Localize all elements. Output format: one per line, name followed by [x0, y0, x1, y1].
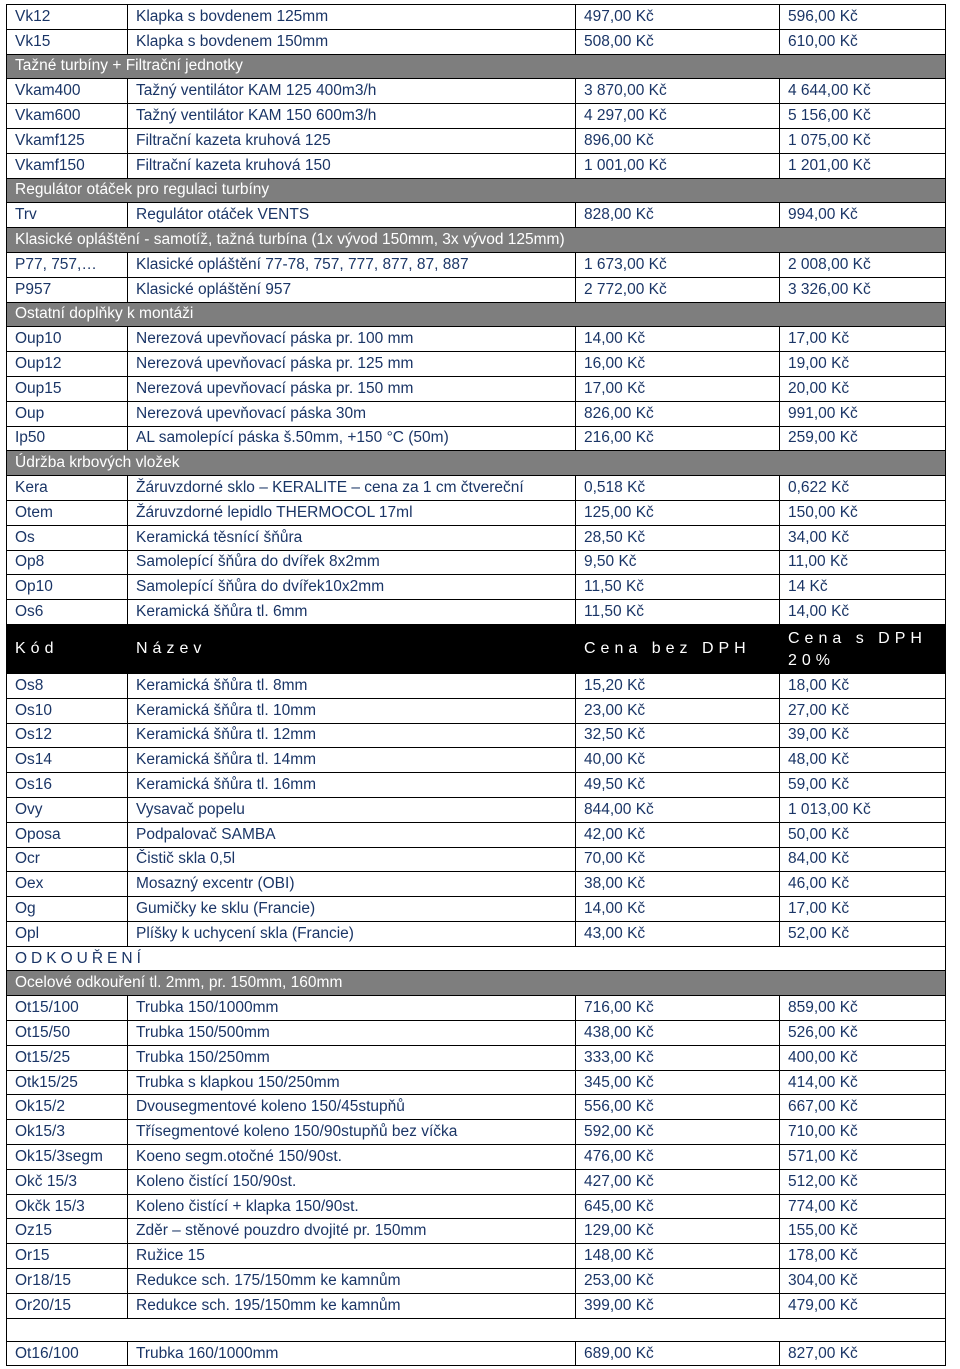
price-with-vat: 859,00 Kč [780, 996, 946, 1021]
table-row [7, 252, 946, 277]
price-with-vat: 11,00 Kč [780, 550, 946, 575]
product-code: Ocr [7, 847, 128, 872]
price-without-vat: 896,00 Kč [576, 128, 780, 153]
price-without-vat: 399,00 Kč [576, 1293, 780, 1318]
table-row [7, 277, 946, 302]
table-row [7, 128, 946, 153]
product-code: Op8 [7, 550, 128, 575]
product-code: Oup12 [7, 352, 128, 377]
empty-cell [7, 1318, 946, 1341]
product-name: Žáruvzdorné lepidlo THERMOCOL 17ml [128, 500, 576, 525]
table-row [7, 996, 946, 1021]
price-without-vat: 4 297,00 Kč [576, 104, 780, 129]
table-row [7, 550, 946, 575]
product-name: Trubka 150/1000mm [128, 996, 576, 1021]
product-name: AL samolepící páska š.50mm, +150 °C (50m) [128, 426, 576, 451]
price-with-vat: 1 075,00 Kč [780, 128, 946, 153]
price-without-vat: 11,50 Kč [576, 575, 780, 600]
price-with-vat: 774,00 Kč [780, 1194, 946, 1219]
product-name: Trubka 150/500mm [128, 1021, 576, 1046]
product-code: Or15 [7, 1244, 128, 1269]
product-code: Otk15/25 [7, 1070, 128, 1095]
price-with-vat: 17,00 Kč [780, 897, 946, 922]
column-header-price-gross-line2: 20% [788, 651, 836, 669]
product-name: Keramická šňůra tl. 10mm [128, 698, 576, 723]
price-with-vat: 526,00 Kč [780, 1021, 946, 1046]
price-without-vat: 497,00 Kč [576, 5, 780, 30]
product-code: Ovy [7, 797, 128, 822]
product-code: Vk12 [7, 5, 128, 30]
price-without-vat: 1 001,00 Kč [576, 153, 780, 178]
price-with-vat: 304,00 Kč [780, 1269, 946, 1294]
product-name: Ružice 15 [128, 1244, 576, 1269]
price-with-vat: 52,00 Kč [780, 921, 946, 946]
section-header-row [7, 302, 946, 327]
price-without-vat: 556,00 Kč [576, 1095, 780, 1120]
price-without-vat: 42,00 Kč [576, 822, 780, 847]
section-header-row [7, 54, 946, 79]
product-name: Trubka 160/1000mm [128, 1341, 576, 1366]
product-code: Ok15/3segm [7, 1145, 128, 1170]
price-with-vat: 991,00 Kč [780, 401, 946, 426]
product-name: Keramická šňůra tl. 14mm [128, 748, 576, 773]
price-without-vat: 28,50 Kč [576, 525, 780, 550]
price-with-vat: 4 644,00 Kč [780, 79, 946, 104]
price-without-vat: 716,00 Kč [576, 996, 780, 1021]
price-with-vat: 19,00 Kč [780, 352, 946, 377]
product-name: Klapka s bovdenem 150mm [128, 29, 576, 54]
product-code: Ot15/50 [7, 1021, 128, 1046]
product-code: Os10 [7, 698, 128, 723]
product-name: Zděr – stěnové pouzdro dvojité pr. 150mm [128, 1219, 576, 1244]
column-header-row [7, 624, 946, 673]
product-name: Klasické opláštění 77-78, 757, 777, 877, 87, 887 [128, 252, 576, 277]
table-row [7, 426, 946, 451]
product-code: P957 [7, 277, 128, 302]
price-with-vat: 1 201,00 Kč [780, 153, 946, 178]
table-row [7, 1169, 946, 1194]
section-title: Ostatní doplňky k montáži [7, 302, 946, 327]
section-title: Regulátor otáček pro regulaci turbíny [7, 178, 946, 203]
table-row [7, 79, 946, 104]
table-row [7, 104, 946, 129]
column-header-code: Kód [7, 624, 128, 673]
table-row [7, 376, 946, 401]
table-row [7, 822, 946, 847]
product-code: Os16 [7, 773, 128, 798]
price-with-vat: 20,00 Kč [780, 376, 946, 401]
price-without-vat: 216,00 Kč [576, 426, 780, 451]
product-name: Čistič skla 0,5l [128, 847, 576, 872]
price-with-vat: 610,00 Kč [780, 29, 946, 54]
price-with-vat: 710,00 Kč [780, 1120, 946, 1145]
price-without-vat: 476,00 Kč [576, 1145, 780, 1170]
price-with-vat: 39,00 Kč [780, 723, 946, 748]
table-row [7, 600, 946, 625]
price-without-vat: 345,00 Kč [576, 1070, 780, 1095]
price-with-vat: 0,622 Kč [780, 476, 946, 501]
price-with-vat: 3 326,00 Kč [780, 277, 946, 302]
product-name: Nerezová upevňovací páska pr. 100 mm [128, 327, 576, 352]
product-name: Filtrační kazeta kruhová 150 [128, 153, 576, 178]
table-row [7, 1341, 946, 1366]
price-with-vat: 512,00 Kč [780, 1169, 946, 1194]
product-code: Os12 [7, 723, 128, 748]
product-code: Ok15/2 [7, 1095, 128, 1120]
table-row [7, 1293, 946, 1318]
price-without-vat: 427,00 Kč [576, 1169, 780, 1194]
price-without-vat: 1 673,00 Kč [576, 252, 780, 277]
product-name: Podpalovač SAMBA [128, 822, 576, 847]
product-code: Vkam400 [7, 79, 128, 104]
price-without-vat: 333,00 Kč [576, 1045, 780, 1070]
price-without-vat: 125,00 Kč [576, 500, 780, 525]
price-list-table [6, 4, 946, 1366]
product-code: Oup [7, 401, 128, 426]
price-without-vat: 23,00 Kč [576, 698, 780, 723]
product-code: Ip50 [7, 426, 128, 451]
product-name: Klasické opláštění 957 [128, 277, 576, 302]
product-code: Op10 [7, 575, 128, 600]
product-code: Opl [7, 921, 128, 946]
price-with-vat: 479,00 Kč [780, 1293, 946, 1318]
product-code: Or18/15 [7, 1269, 128, 1294]
product-name: Koleno čistící + klapka 150/90st. [128, 1194, 576, 1219]
table-row [7, 1219, 946, 1244]
price-with-vat: 48,00 Kč [780, 748, 946, 773]
table-row [7, 1120, 946, 1145]
product-code: Oup10 [7, 327, 128, 352]
price-with-vat: 14,00 Kč [780, 600, 946, 625]
table-row [7, 500, 946, 525]
price-without-vat: 148,00 Kč [576, 1244, 780, 1269]
column-header-price-net: Cena bez DPH [576, 624, 780, 673]
table-row [7, 153, 946, 178]
product-name: Nerezová upevňovací páska pr. 125 mm [128, 352, 576, 377]
price-with-vat: 150,00 Kč [780, 500, 946, 525]
price-without-vat: 38,00 Kč [576, 872, 780, 897]
price-without-vat: 15,20 Kč [576, 673, 780, 698]
table-row [7, 773, 946, 798]
table-row [7, 352, 946, 377]
product-code: Os [7, 525, 128, 550]
section-title: Údržba krbových vložek [7, 451, 946, 476]
table-row [7, 29, 946, 54]
product-name: Vysavač popelu [128, 797, 576, 822]
price-with-vat: 571,00 Kč [780, 1145, 946, 1170]
product-code: Ot15/100 [7, 996, 128, 1021]
price-without-vat: 689,00 Kč [576, 1341, 780, 1366]
table-row [7, 921, 946, 946]
product-name: Žáruvzdorné sklo – KERALITE – cena za 1 cm čtvereční [128, 476, 576, 501]
price-without-vat: 9,50 Kč [576, 550, 780, 575]
price-without-vat: 592,00 Kč [576, 1120, 780, 1145]
product-code: Okčk 15/3 [7, 1194, 128, 1219]
product-code: P77, 757,… [7, 252, 128, 277]
section-title: ODKOUŘENÍ [7, 946, 946, 971]
table-row [7, 673, 946, 698]
table-row [7, 1070, 946, 1095]
price-with-vat: 14 Kč [780, 575, 946, 600]
product-code: Os6 [7, 600, 128, 625]
table-row [7, 1194, 946, 1219]
price-with-vat: 1 013,00 Kč [780, 797, 946, 822]
price-without-vat: 40,00 Kč [576, 748, 780, 773]
price-with-vat: 155,00 Kč [780, 1219, 946, 1244]
price-without-vat: 0,518 Kč [576, 476, 780, 501]
product-code: Os8 [7, 673, 128, 698]
price-without-vat: 828,00 Kč [576, 203, 780, 228]
product-code: Ok15/3 [7, 1120, 128, 1145]
section-title: Ocelové odkouření tl. 2mm, pr. 150mm, 160mm [7, 971, 946, 996]
price-with-vat: 596,00 Kč [780, 5, 946, 30]
product-name: Mosazný excentr (OBI) [128, 872, 576, 897]
table-row [7, 723, 946, 748]
product-code: Vkam600 [7, 104, 128, 129]
price-without-vat: 11,50 Kč [576, 600, 780, 625]
product-name: Keramická šňůra tl. 8mm [128, 673, 576, 698]
price-without-vat: 14,00 Kč [576, 327, 780, 352]
price-without-vat: 70,00 Kč [576, 847, 780, 872]
product-code: Vk15 [7, 29, 128, 54]
section-header-row [7, 946, 946, 971]
table-row [7, 327, 946, 352]
table-row [7, 476, 946, 501]
table-row [7, 1244, 946, 1269]
product-name: Gumičky ke sklu (Francie) [128, 897, 576, 922]
product-name: Koleno čistící 150/90st. [128, 1169, 576, 1194]
table-row [7, 872, 946, 897]
product-name: Regulátor otáček VENTS [128, 203, 576, 228]
price-without-vat: 844,00 Kč [576, 797, 780, 822]
product-name: Keramická těsnící šňůra [128, 525, 576, 550]
product-name: Klapka s bovdenem 125mm [128, 5, 576, 30]
price-without-vat: 16,00 Kč [576, 352, 780, 377]
table-row [7, 5, 946, 30]
price-with-vat: 34,00 Kč [780, 525, 946, 550]
column-header-price-gross [780, 624, 946, 673]
price-without-vat: 508,00 Kč [576, 29, 780, 54]
table-row [7, 525, 946, 550]
product-code: Ot15/25 [7, 1045, 128, 1070]
price-without-vat: 32,50 Kč [576, 723, 780, 748]
price-without-vat: 645,00 Kč [576, 1194, 780, 1219]
table-row [7, 698, 946, 723]
product-name: Dvousegmentové koleno 150/45stupňů [128, 1095, 576, 1120]
table-row [7, 1021, 946, 1046]
product-code: Oposa [7, 822, 128, 847]
product-name: Keramická šňůra tl. 12mm [128, 723, 576, 748]
table-row [7, 575, 946, 600]
product-code: Oz15 [7, 1219, 128, 1244]
product-name: Třísegmentové koleno 150/90stupňů bez víčka [128, 1120, 576, 1145]
price-without-vat: 438,00 Kč [576, 1021, 780, 1046]
table-row [7, 1095, 946, 1120]
price-without-vat: 49,50 Kč [576, 773, 780, 798]
product-name: Plíšky k uchycení skla (Francie) [128, 921, 576, 946]
price-with-vat: 994,00 Kč [780, 203, 946, 228]
table-row [7, 1269, 946, 1294]
product-code: Og [7, 897, 128, 922]
price-with-vat: 46,00 Kč [780, 872, 946, 897]
product-code: Otem [7, 500, 128, 525]
product-name: Nerezová upevňovací páska pr. 150 mm [128, 376, 576, 401]
table-row [7, 748, 946, 773]
product-name: Tažný ventilátor KAM 125 400m3/h [128, 79, 576, 104]
price-without-vat: 3 870,00 Kč [576, 79, 780, 104]
price-with-vat: 17,00 Kč [780, 327, 946, 352]
section-header-row [7, 178, 946, 203]
section-header-row [7, 971, 946, 996]
product-name: Keramická šňůra tl. 16mm [128, 773, 576, 798]
price-without-vat: 43,00 Kč [576, 921, 780, 946]
price-with-vat: 50,00 Kč [780, 822, 946, 847]
price-with-vat: 5 156,00 Kč [780, 104, 946, 129]
price-with-vat: 827,00 Kč [780, 1341, 946, 1366]
price-without-vat: 826,00 Kč [576, 401, 780, 426]
product-name: Filtrační kazeta kruhová 125 [128, 128, 576, 153]
product-name: Koeno segm.otočné 150/90st. [128, 1145, 576, 1170]
section-title: Tažné turbíny + Filtrační jednotky [7, 54, 946, 79]
price-without-vat: 253,00 Kč [576, 1269, 780, 1294]
product-code: Kera [7, 476, 128, 501]
product-name: Trubka 150/250mm [128, 1045, 576, 1070]
price-with-vat: 27,00 Kč [780, 698, 946, 723]
product-name: Trubka s klapkou 150/250mm [128, 1070, 576, 1095]
section-header-row [7, 451, 946, 476]
section-header-row [7, 228, 946, 253]
table-row [7, 897, 946, 922]
product-code: Oup15 [7, 376, 128, 401]
product-name: Redukce sch. 175/150mm ke kamnům [128, 1269, 576, 1294]
product-code: Vkamf125 [7, 128, 128, 153]
price-without-vat: 17,00 Kč [576, 376, 780, 401]
table-row [7, 847, 946, 872]
price-with-vat: 2 008,00 Kč [780, 252, 946, 277]
product-name: Redukce sch. 195/150mm ke kamnům [128, 1293, 576, 1318]
product-code: Vkamf150 [7, 153, 128, 178]
table-row [7, 203, 946, 228]
product-name: Tažný ventilátor KAM 150 600m3/h [128, 104, 576, 129]
product-code: Trv [7, 203, 128, 228]
price-with-vat: 667,00 Kč [780, 1095, 946, 1120]
product-code: Oex [7, 872, 128, 897]
product-code: Okč 15/3 [7, 1169, 128, 1194]
product-code: Os14 [7, 748, 128, 773]
price-list-body [7, 5, 946, 1366]
product-name: Samolepící šňůra do dvířek10x2mm [128, 575, 576, 600]
price-with-vat: 59,00 Kč [780, 773, 946, 798]
product-name: Samolepící šňůra do dvířek 8x2mm [128, 550, 576, 575]
price-without-vat: 14,00 Kč [576, 897, 780, 922]
price-with-vat: 259,00 Kč [780, 426, 946, 451]
product-name: Keramická šňůra tl. 6mm [128, 600, 576, 625]
section-title: Klasické opláštění - samotíž, tažná turbína (1x vývod 150mm, 3x vývod 125mm) [7, 228, 946, 253]
price-with-vat: 84,00 Kč [780, 847, 946, 872]
price-without-vat: 2 772,00 Kč [576, 277, 780, 302]
table-row [7, 1145, 946, 1170]
column-header-name: Název [128, 624, 576, 673]
table-row [7, 797, 946, 822]
price-with-vat: 414,00 Kč [780, 1070, 946, 1095]
column-header-price-gross-line1: Cena s DPH [788, 629, 927, 647]
product-name: Nerezová upevňovací páska 30m [128, 401, 576, 426]
price-with-vat: 178,00 Kč [780, 1244, 946, 1269]
empty-row [7, 1318, 946, 1341]
table-row [7, 401, 946, 426]
table-row [7, 1045, 946, 1070]
price-without-vat: 129,00 Kč [576, 1219, 780, 1244]
product-code: Or20/15 [7, 1293, 128, 1318]
price-with-vat: 18,00 Kč [780, 673, 946, 698]
product-code: Ot16/100 [7, 1341, 128, 1366]
price-with-vat: 400,00 Kč [780, 1045, 946, 1070]
